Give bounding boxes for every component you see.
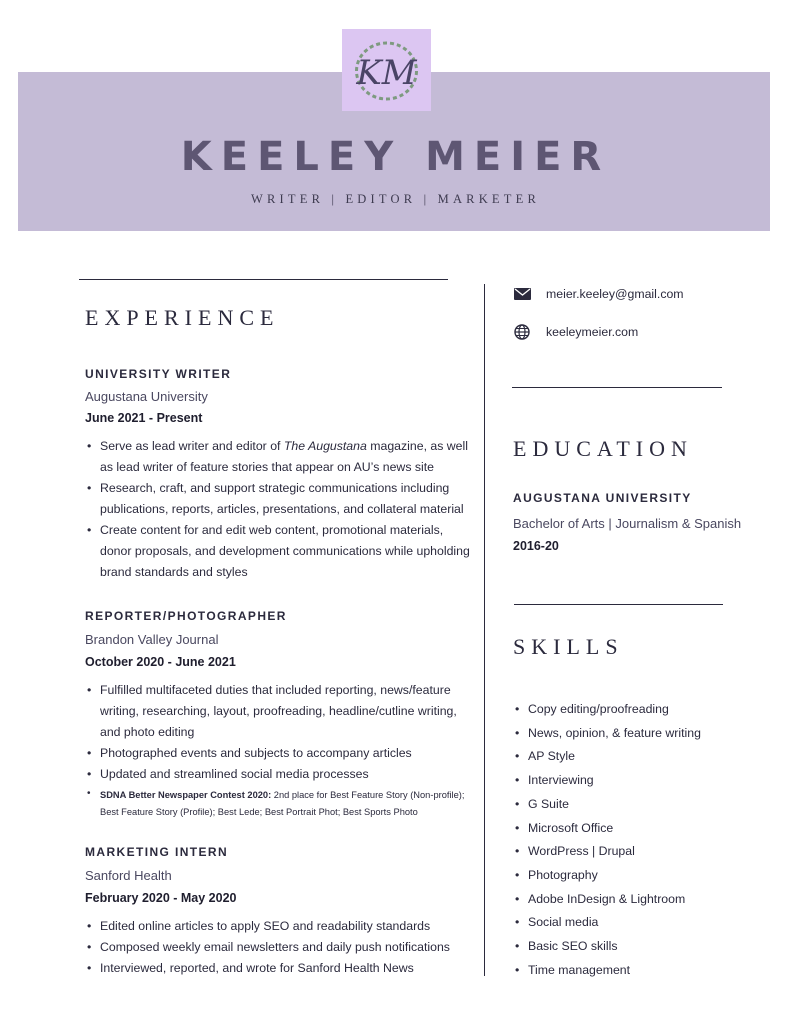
job-bullet: • Create content for and edit web content, promotional materials, donor proposals, and development communications while upholding brand standards and styles <box>85 520 475 583</box>
experience-heading: EXPERIENCE <box>85 305 280 330</box>
award-text: 2nd place for Best Feature Story (Non-profile); Best Feature Story (Profile); Best Lede; Best Portrait Phot; Best Sports Photo <box>100 790 465 817</box>
job-dates: February 2020 - May 2020 <box>85 891 237 905</box>
column-divider <box>484 284 485 976</box>
job-bullet: • Research, craft, and support strategic communications including publications, reports, articles, presentations, and collateral material <box>85 478 475 520</box>
skills-list <box>513 698 773 982</box>
education-years: 2016-20 <box>513 539 559 553</box>
contact-website[interactable] <box>513 325 638 339</box>
logo-text: KM <box>356 53 417 93</box>
job-dates: October 2020 - June 2021 <box>85 655 236 669</box>
globe-icon <box>513 325 531 339</box>
website-link[interactable]: keeleymeier.com <box>546 325 639 339</box>
job-org: Sanford Health <box>85 868 172 883</box>
skill-item: • Photography <box>513 864 773 888</box>
skills-heading: SKILLS <box>513 634 624 659</box>
job-org: Brandon Valley Journal <box>85 632 219 647</box>
skill-item: • News, opinion, & feature writing <box>513 722 773 746</box>
job-bullets <box>85 436 475 583</box>
job-title: REPORTER/PHOTOGRAPHER <box>85 609 287 623</box>
skill-item: • Adobe InDesign & Lightroom <box>513 888 773 912</box>
contact-email[interactable] <box>513 287 684 301</box>
skill-item: • WordPress | Drupal <box>513 840 773 864</box>
divider <box>512 387 722 388</box>
laurel-wreath-icon <box>342 29 431 111</box>
education-school: AUGUSTANA UNIVERSITY <box>513 491 692 505</box>
job-dates: June 2021 - Present <box>85 411 203 425</box>
skill-item: • G Suite <box>513 793 773 817</box>
skill-item: • AP Style <box>513 745 773 769</box>
skill-item: • Time management <box>513 959 773 983</box>
divider <box>79 279 448 280</box>
job-org: Augustana University <box>85 389 208 404</box>
skill-item: • Copy editing/proofreading <box>513 698 773 722</box>
job-bullet: • Serve as lead writer and editor of The Augustana magazine, as well as lead writer of feature stories that appear on AU’s news site <box>85 436 475 478</box>
job-bullet: • Composed weekly email newsletters and daily push notifications <box>85 937 475 958</box>
skill-item: • Interviewing <box>513 769 773 793</box>
job-bullet: • Edited online articles to apply SEO and readability standards <box>85 916 475 937</box>
candidate-name: KEELEY MEIER <box>180 134 611 180</box>
skill-item: • Basic SEO skills <box>513 935 773 959</box>
job-title: UNIVERSITY WRITER <box>85 367 232 381</box>
job-bullets <box>85 916 475 979</box>
education-heading: EDUCATION <box>513 436 693 461</box>
envelope-icon <box>513 287 531 301</box>
job-bullet: • Fulfilled multifaceted duties that included reporting, news/feature writing, researching, layout, proofreading, headline/cutline writing, and photo editing <box>85 680 475 743</box>
job-bullet: • Interviewed, reported, and wrote for Sanford Health News <box>85 958 475 979</box>
job-title: MARKETING INTERN <box>85 845 229 859</box>
email-link[interactable]: meier.keeley@gmail.com <box>546 287 684 301</box>
education-degree: Bachelor of Arts | Journalism & Spanish <box>513 516 742 531</box>
job-bullet: • Photographed events and subjects to accompany articles <box>85 743 475 764</box>
skill-item: • Microsoft Office <box>513 817 773 841</box>
monogram-logo <box>342 29 431 111</box>
award-label: SDNA Better Newspaper Contest 2020: <box>100 790 272 800</box>
divider <box>514 604 723 605</box>
job-bullet: • Updated and streamlined social media processes <box>85 764 475 785</box>
candidate-subtitle: WRITER | EDITOR | MARKETER <box>251 192 540 206</box>
award-bullet <box>85 785 475 821</box>
skill-item: • Social media <box>513 911 773 935</box>
job-bullets <box>85 680 475 821</box>
